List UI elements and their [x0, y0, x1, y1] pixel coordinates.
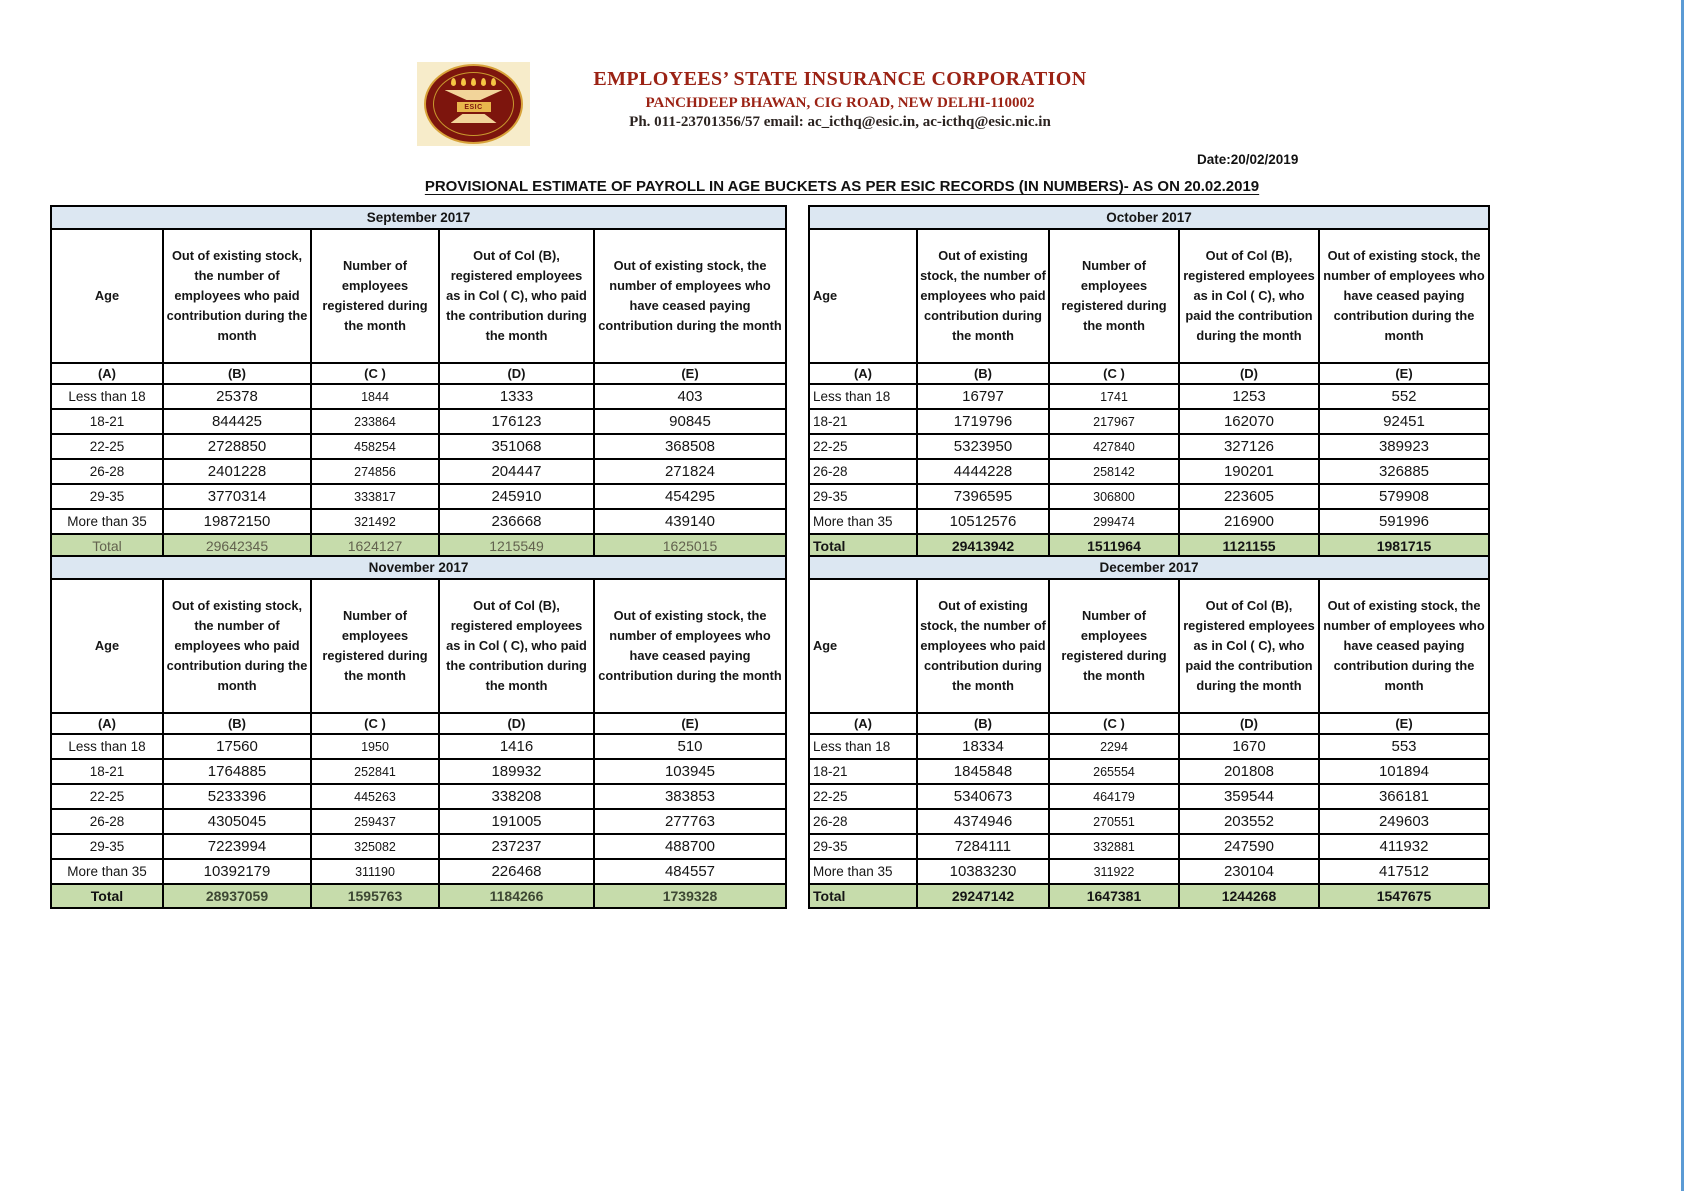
value-cell: 201808: [1179, 759, 1319, 784]
value-cell: 19872150: [163, 509, 311, 534]
total-label: Total: [51, 884, 163, 908]
value-cell: 204447: [439, 459, 594, 484]
col-letter: (E): [594, 713, 786, 734]
value-cell: 92451: [1319, 409, 1489, 434]
col-header-b: Out of existing stock, the number of employees who paid contribution during the month: [917, 229, 1049, 363]
col-letter: (D): [439, 363, 594, 384]
value-cell: 332881: [1049, 834, 1179, 859]
table-row: [809, 734, 1489, 759]
table-row: [51, 759, 786, 784]
month-header: October 2017: [809, 206, 1489, 229]
col-letter: (C ): [1049, 363, 1179, 384]
age-cell: 22-25: [51, 784, 163, 809]
col-header-age: Age: [51, 579, 163, 713]
value-cell: 203552: [1179, 809, 1319, 834]
table-row: [51, 859, 786, 884]
col-header-age: Age: [809, 579, 917, 713]
col-header-d: Out of Col (B), registered employees as in Col ( C), who paid the contribution during the month: [439, 229, 594, 363]
value-cell: 403: [594, 384, 786, 409]
value-cell: 277763: [594, 809, 786, 834]
col-header-c: Number of employees registered during the month: [311, 579, 439, 713]
value-cell: 230104: [1179, 859, 1319, 884]
age-cell: 22-25: [51, 434, 163, 459]
value-cell: 10392179: [163, 859, 311, 884]
month-header: November 2017: [51, 556, 786, 579]
table-october-2017: [808, 205, 1490, 559]
value-cell: 326885: [1319, 459, 1489, 484]
value-cell: 4305045: [163, 809, 311, 834]
age-cell: 26-28: [51, 459, 163, 484]
value-cell: 1719796: [917, 409, 1049, 434]
value-cell: 190201: [1179, 459, 1319, 484]
month-header: September 2017: [51, 206, 786, 229]
value-cell: 16797: [917, 384, 1049, 409]
value-cell: 439140: [594, 509, 786, 534]
col-header-e: Out of existing stock, the number of employees who have ceased paying contribution during the month: [1319, 579, 1489, 713]
col-header-b: Out of existing stock, the number of employees who paid contribution during the month: [163, 579, 311, 713]
col-header-age: Age: [809, 229, 917, 363]
table-row: [809, 859, 1489, 884]
value-cell: 226468: [439, 859, 594, 884]
value-cell: 28937059: [163, 884, 311, 908]
letterhead: [500, 68, 1180, 131]
value-cell: 189932: [439, 759, 594, 784]
org-address: PANCHDEEP BHAWAN, CIG ROAD, NEW DELHI-110002: [645, 95, 1035, 111]
value-cell: 5233396: [163, 784, 311, 809]
value-cell: 258142: [1049, 459, 1179, 484]
value-cell: 359544: [1179, 784, 1319, 809]
date-label: Date:20/02/2019: [1197, 152, 1299, 167]
value-cell: 368508: [594, 434, 786, 459]
value-cell: 7223994: [163, 834, 311, 859]
col-header-c: Number of employees registered during the month: [311, 229, 439, 363]
value-cell: 17560: [163, 734, 311, 759]
value-cell: 338208: [439, 784, 594, 809]
value-cell: 464179: [1049, 784, 1179, 809]
value-cell: 90845: [594, 409, 786, 434]
col-header-d: Out of Col (B), registered employees as in Col ( C), who paid the contribution during the month: [1179, 229, 1319, 363]
age-cell: Less than 18: [51, 734, 163, 759]
value-cell: 1511964: [1049, 534, 1179, 558]
value-cell: 1333: [439, 384, 594, 409]
table-december-2017: [808, 555, 1490, 909]
age-cell: 26-28: [809, 809, 917, 834]
value-cell: 7396595: [917, 484, 1049, 509]
value-cell: 1547675: [1319, 884, 1489, 908]
value-cell: 311922: [1049, 859, 1179, 884]
age-cell: Less than 18: [809, 734, 917, 759]
age-cell: More than 35: [51, 859, 163, 884]
table-row: [51, 384, 786, 409]
value-cell: 445263: [311, 784, 439, 809]
value-cell: 216900: [1179, 509, 1319, 534]
value-cell: 237237: [439, 834, 594, 859]
value-cell: 10383230: [917, 859, 1049, 884]
total-label: Total: [809, 884, 917, 908]
value-cell: 4444228: [917, 459, 1049, 484]
value-cell: 5340673: [917, 784, 1049, 809]
col-header-d: Out of Col (B), registered employees as in Col ( C), who paid the contribution during the month: [439, 579, 594, 713]
value-cell: 488700: [594, 834, 786, 859]
value-cell: 1845848: [917, 759, 1049, 784]
value-cell: 25378: [163, 384, 311, 409]
value-cell: 101894: [1319, 759, 1489, 784]
col-header-c: Number of employees registered during the month: [1049, 229, 1179, 363]
value-cell: 18334: [917, 734, 1049, 759]
value-cell: 259437: [311, 809, 439, 834]
col-letter: (C ): [311, 713, 439, 734]
value-cell: 3770314: [163, 484, 311, 509]
value-cell: 321492: [311, 509, 439, 534]
col-letter: (E): [1319, 363, 1489, 384]
value-cell: 249603: [1319, 809, 1489, 834]
table-row: [809, 459, 1489, 484]
table-september-2017: [50, 205, 787, 559]
value-cell: 265554: [1049, 759, 1179, 784]
value-cell: 29413942: [917, 534, 1049, 558]
age-cell: More than 35: [809, 509, 917, 534]
age-cell: 18-21: [809, 759, 917, 784]
value-cell: 389923: [1319, 434, 1489, 459]
col-header-e: Out of existing stock, the number of employees who have ceased paying contribution during the month: [594, 229, 786, 363]
value-cell: 191005: [439, 809, 594, 834]
col-letter: (D): [1179, 363, 1319, 384]
value-cell: 1764885: [163, 759, 311, 784]
table-row: [809, 434, 1489, 459]
value-cell: 1950: [311, 734, 439, 759]
value-cell: 247590: [1179, 834, 1319, 859]
value-cell: 1981715: [1319, 534, 1489, 558]
value-cell: 383853: [594, 784, 786, 809]
value-cell: 1624127: [311, 534, 439, 558]
col-header-b: Out of existing stock, the number of employees who paid contribution during the month: [917, 579, 1049, 713]
col-letter: (D): [439, 713, 594, 734]
col-letter: (B): [917, 363, 1049, 384]
table-row: [51, 409, 786, 434]
value-cell: 1595763: [311, 884, 439, 908]
age-cell: 26-28: [51, 809, 163, 834]
value-cell: 484557: [594, 859, 786, 884]
col-letter: (B): [917, 713, 1049, 734]
table-row: [51, 509, 786, 534]
table-row: [51, 459, 786, 484]
value-cell: 1121155: [1179, 534, 1319, 558]
value-cell: 10512576: [917, 509, 1049, 534]
value-cell: 1739328: [594, 884, 786, 908]
value-cell: 236668: [439, 509, 594, 534]
col-letter: (E): [594, 363, 786, 384]
total-label: Total: [809, 534, 917, 558]
value-cell: 223605: [1179, 484, 1319, 509]
col-header-c: Number of employees registered during the month: [1049, 579, 1179, 713]
value-cell: 311190: [311, 859, 439, 884]
col-header-e: Out of existing stock, the number of employees who have ceased paying contribution during the month: [1319, 229, 1489, 363]
age-cell: 22-25: [809, 784, 917, 809]
logo-esic-text: ESIC: [464, 103, 483, 111]
age-cell: 29-35: [51, 484, 163, 509]
table-row: [809, 409, 1489, 434]
page-title: PROVISIONAL ESTIMATE OF PAYROLL IN AGE BUCKETS AS PER ESIC RECORDS (IN NUMBERS)- AS ON 20.02.2019: [424, 178, 1260, 195]
table-november-2017: [50, 555, 787, 909]
table-row: [809, 384, 1489, 409]
value-cell: 299474: [1049, 509, 1179, 534]
value-cell: 510: [594, 734, 786, 759]
value-cell: 29642345: [163, 534, 311, 558]
table-row: [51, 484, 786, 509]
table-row: [51, 809, 786, 834]
col-letter: (B): [163, 363, 311, 384]
value-cell: 1253: [1179, 384, 1319, 409]
month-header: December 2017: [809, 556, 1489, 579]
col-letter: (A): [51, 363, 163, 384]
value-cell: 427840: [1049, 434, 1179, 459]
value-cell: 351068: [439, 434, 594, 459]
value-cell: 2728850: [163, 434, 311, 459]
table-row: [51, 434, 786, 459]
value-cell: 103945: [594, 759, 786, 784]
value-cell: 1844: [311, 384, 439, 409]
value-cell: 1184266: [439, 884, 594, 908]
table-row: [809, 759, 1489, 784]
value-cell: 176123: [439, 409, 594, 434]
col-letter: (A): [809, 363, 917, 384]
value-cell: 306800: [1049, 484, 1179, 509]
org-contact: Ph. 011-23701356/57 email: ac_icthq@esic.in, ac-icthq@esic.nic.in: [629, 114, 1051, 130]
value-cell: 454295: [594, 484, 786, 509]
age-cell: 26-28: [809, 459, 917, 484]
age-cell: Less than 18: [51, 384, 163, 409]
value-cell: 1244268: [1179, 884, 1319, 908]
col-header-age: Age: [51, 229, 163, 363]
age-cell: 29-35: [809, 834, 917, 859]
total-row: [51, 884, 786, 908]
value-cell: 1625015: [594, 534, 786, 558]
value-cell: 591996: [1319, 509, 1489, 534]
org-name: EMPLOYEES’ STATE INSURANCE CORPORATION: [593, 68, 1087, 90]
col-letter: (A): [51, 713, 163, 734]
age-cell: 29-35: [809, 484, 917, 509]
value-cell: 270551: [1049, 809, 1179, 834]
value-cell: 458254: [311, 434, 439, 459]
age-cell: 22-25: [809, 434, 917, 459]
col-header-b: Out of existing stock, the number of employees who paid contribution during the month: [163, 229, 311, 363]
col-header-d: Out of Col (B), registered employees as in Col ( C), who paid the contribution during the month: [1179, 579, 1319, 713]
age-cell: 18-21: [51, 759, 163, 784]
total-label: Total: [51, 534, 163, 558]
value-cell: 579908: [1319, 484, 1489, 509]
value-cell: 4374946: [917, 809, 1049, 834]
table-row: [51, 784, 786, 809]
age-cell: 29-35: [51, 834, 163, 859]
age-cell: 18-21: [809, 409, 917, 434]
table-row: [51, 734, 786, 759]
table-row: [809, 509, 1489, 534]
value-cell: 5323950: [917, 434, 1049, 459]
col-letter: (D): [1179, 713, 1319, 734]
value-cell: 274856: [311, 459, 439, 484]
value-cell: 1416: [439, 734, 594, 759]
value-cell: 844425: [163, 409, 311, 434]
age-cell: Less than 18: [809, 384, 917, 409]
value-cell: 217967: [1049, 409, 1179, 434]
value-cell: 417512: [1319, 859, 1489, 884]
age-cell: 18-21: [51, 409, 163, 434]
logo-band: [457, 102, 491, 112]
value-cell: 1670: [1179, 734, 1319, 759]
col-header-e: Out of existing stock, the number of employees who have ceased paying contribution during the month: [594, 579, 786, 713]
lamp-base-icon: [451, 114, 497, 123]
col-letter: (C ): [1049, 713, 1179, 734]
table-row: [51, 834, 786, 859]
value-cell: 1647381: [1049, 884, 1179, 908]
value-cell: 162070: [1179, 409, 1319, 434]
value-cell: 29247142: [917, 884, 1049, 908]
value-cell: 411932: [1319, 834, 1489, 859]
lamp-icon: [445, 90, 503, 100]
value-cell: 366181: [1319, 784, 1489, 809]
age-cell: More than 35: [51, 509, 163, 534]
value-cell: 553: [1319, 734, 1489, 759]
total-row: [809, 884, 1489, 908]
table-row: [809, 834, 1489, 859]
col-letter: (B): [163, 713, 311, 734]
value-cell: 333817: [311, 484, 439, 509]
table-row: [809, 809, 1489, 834]
col-letter: (E): [1319, 713, 1489, 734]
table-row: [809, 484, 1489, 509]
col-letter: (A): [809, 713, 917, 734]
value-cell: 7284111: [917, 834, 1049, 859]
value-cell: 1741: [1049, 384, 1179, 409]
value-cell: 2294: [1049, 734, 1179, 759]
value-cell: 325082: [311, 834, 439, 859]
value-cell: 1215549: [439, 534, 594, 558]
value-cell: 552: [1319, 384, 1489, 409]
age-cell: More than 35: [809, 859, 917, 884]
value-cell: 327126: [1179, 434, 1319, 459]
value-cell: 233864: [311, 409, 439, 434]
value-cell: 252841: [311, 759, 439, 784]
value-cell: 245910: [439, 484, 594, 509]
value-cell: 2401228: [163, 459, 311, 484]
table-row: [809, 784, 1489, 809]
col-letter: (C ): [311, 363, 439, 384]
value-cell: 271824: [594, 459, 786, 484]
